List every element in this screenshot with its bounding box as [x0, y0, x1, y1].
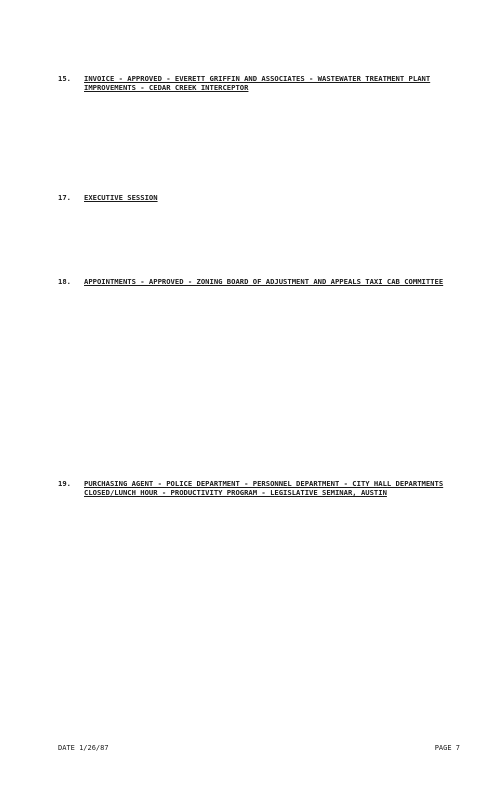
page-footer	[58, 744, 460, 752]
section-number: 19.	[58, 479, 71, 488]
section-heading	[58, 479, 460, 497]
section-number: 15.	[58, 74, 71, 83]
section-title: EXECUTIVE SESSION	[84, 193, 158, 202]
section-19	[58, 479, 460, 506]
section-15	[58, 74, 460, 101]
section-title: INVOICE - APPROVED - EVERETT GRIFFIN AND ASSOCIATES - WASTEWATER TREATMENT PLANT IMPROVEMENTS - CEDAR CREEK INTERCEPTOR	[84, 74, 431, 92]
section-heading	[58, 193, 460, 202]
section-number: 18.	[58, 277, 71, 286]
footer-page-number: PAGE 7	[434, 744, 460, 752]
footer-date: DATE 1/26/87	[58, 744, 109, 752]
section-heading	[58, 74, 460, 92]
section-number: 17.	[58, 193, 71, 202]
section-title: APPOINTMENTS - APPROVED - ZONING BOARD OF ADJUSTMENT AND APPEALS TAXI CAB COMMITTEE	[84, 277, 444, 286]
section-title: PURCHASING AGENT - POLICE DEPARTMENT - PERSONNEL DEPARTMENT - CITY HALL DEPARTMENTS CLOSED/LUNCH HOUR - PRODUCTIVITY PROGRAM - LEGISLATIVE SEMINAR, AUSTIN	[84, 479, 444, 497]
section-heading	[58, 277, 460, 286]
section-18	[58, 277, 460, 295]
section-17	[58, 193, 460, 211]
